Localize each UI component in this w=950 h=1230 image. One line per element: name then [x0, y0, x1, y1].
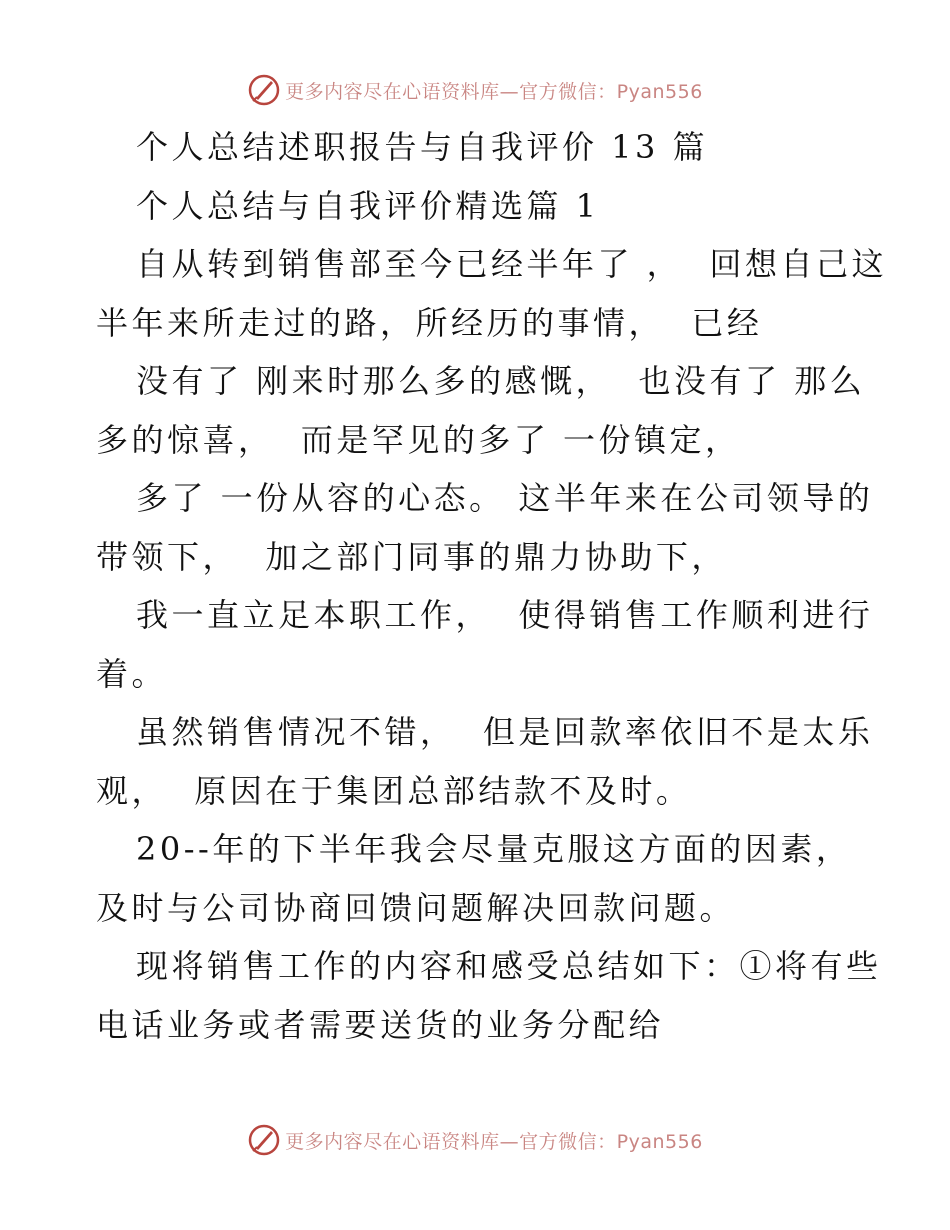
- quill-pen-icon: [247, 1123, 281, 1157]
- paragraph-line: 虽然销售情况不错， 但是回款率依旧不是太乐: [136, 713, 874, 751]
- paragraph-line: 电话业务或者需要送货的业务分配给: [96, 1005, 665, 1044]
- document-title: 个人总结述职报告与自我评价 13 篇: [136, 128, 709, 166]
- paragraph-line: 带领下， 加之部门同事的鼎力协助下，: [96, 537, 727, 576]
- paragraph-line: 及时与公司协商回馈问题解决回款问题。: [96, 888, 736, 927]
- quill-pen-icon: [247, 73, 281, 107]
- document-body: [96, 118, 888, 1054]
- paragraph-line: 着。: [96, 654, 168, 693]
- paragraph-line: 自从转到销售部至今已经半年了 ， 回想自己这: [136, 245, 888, 283]
- paragraph-line: 我一直立足本职工作， 使得销售工作顺利进行: [136, 596, 874, 634]
- paragraph-line: 没有了 刚来时那么多的感慨， 也没有了 那么: [136, 362, 866, 400]
- paragraph-line: 20--年的下半年我会尽量克服这方面的因素，: [136, 830, 852, 868]
- footer-watermark: [0, 1120, 950, 1160]
- watermark-text: 更多内容尽在心语资料库—官方微信：Pyan556: [285, 80, 703, 103]
- paragraph-line: 多了 一份从容的心态。 这半年来在公司领导的: [136, 479, 874, 517]
- paragraph-line: 观， 原因在于集团总部结款不及时。: [96, 771, 692, 810]
- watermark-text: 更多内容尽在心语资料库—官方微信：Pyan556: [285, 1130, 703, 1153]
- paragraph-line: 多的惊喜， 而是罕见的多了 一份镇定，: [96, 420, 741, 459]
- paragraph-line: 半年来所走过的路，所经历的事情， 已经: [96, 303, 763, 342]
- paragraph-line: 现将销售工作的内容和感受总结如下：①将有些: [136, 947, 882, 985]
- header-watermark: [0, 70, 950, 110]
- section-heading: 个人总结与自我评价精选篇 1: [136, 186, 600, 225]
